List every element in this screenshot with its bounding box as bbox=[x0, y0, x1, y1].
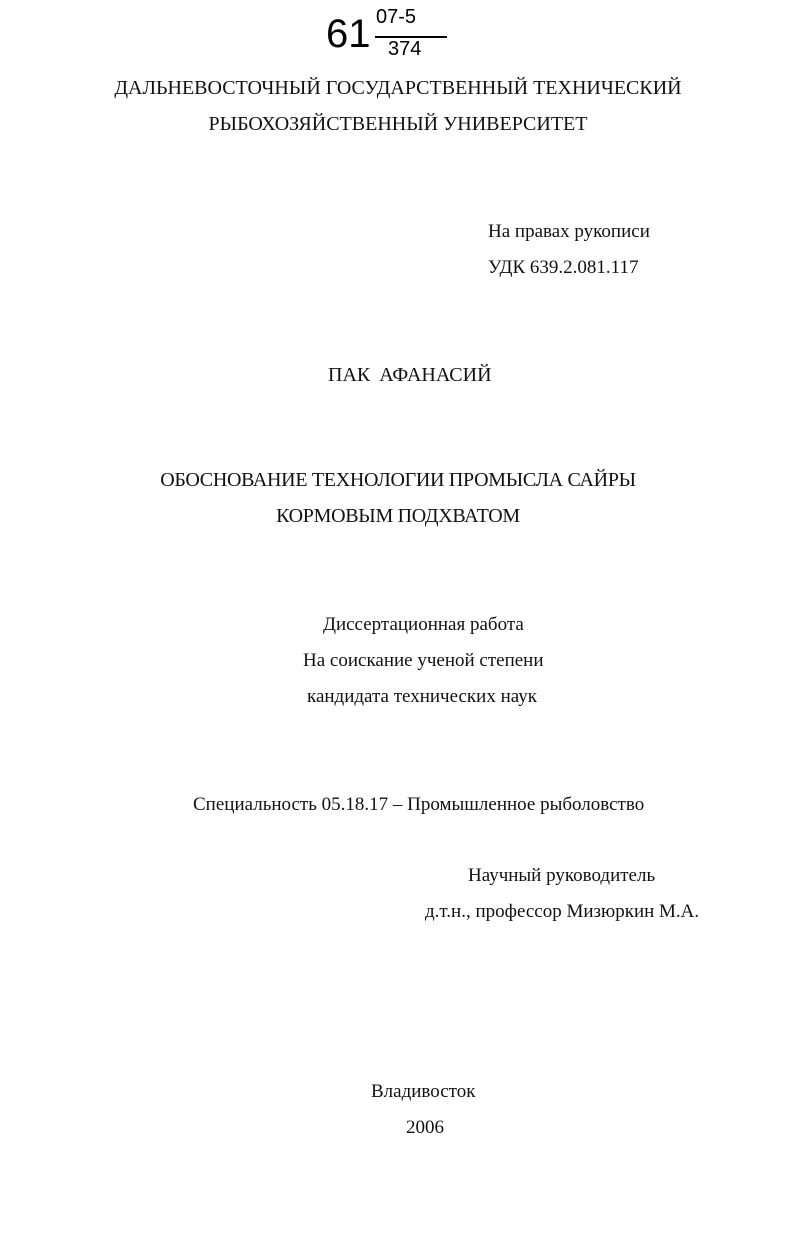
rights-note: На правах рукописи bbox=[488, 221, 650, 242]
year: 2006 bbox=[406, 1117, 444, 1138]
author: ПАК АФАНАСИЙ bbox=[328, 364, 492, 386]
udk: УДК 639.2.081.117 bbox=[488, 257, 639, 278]
university-line-1: ДАЛЬНЕВОСТОЧНЫЙ ГОСУДАРСТВЕННЫЙ ТЕХНИЧЕСКИЙ bbox=[114, 77, 682, 99]
title-line-2: КОРМОВЫМ ПОДХВАТОМ bbox=[276, 505, 520, 527]
supervisor-name: д.т.н., профессор Мизюркин М.А. bbox=[425, 901, 700, 922]
stamp-denominator: 374 bbox=[388, 38, 422, 60]
specialty: Специальность 05.18.17 – Промышленное рыболовство bbox=[193, 794, 645, 815]
work-type: Диссертационная работа bbox=[323, 614, 524, 635]
city: Владивосток bbox=[371, 1081, 476, 1102]
supervisor-label: Научный руководитель bbox=[468, 865, 656, 886]
title-line-1: ОБОСНОВАНИЕ ТЕХНОЛОГИИ ПРОМЫСЛА САЙРЫ bbox=[160, 469, 636, 491]
university-line-2: РЫБОХОЗЯЙСТВЕННЫЙ УНИВЕРСИТЕТ bbox=[208, 113, 588, 135]
degree-line-2: кандидата технических наук bbox=[307, 686, 537, 707]
stamp-main: 61 bbox=[326, 12, 371, 56]
stamp-numerator: 07-5 bbox=[376, 6, 417, 28]
degree-line-1: На соискание ученой степени bbox=[303, 650, 544, 671]
